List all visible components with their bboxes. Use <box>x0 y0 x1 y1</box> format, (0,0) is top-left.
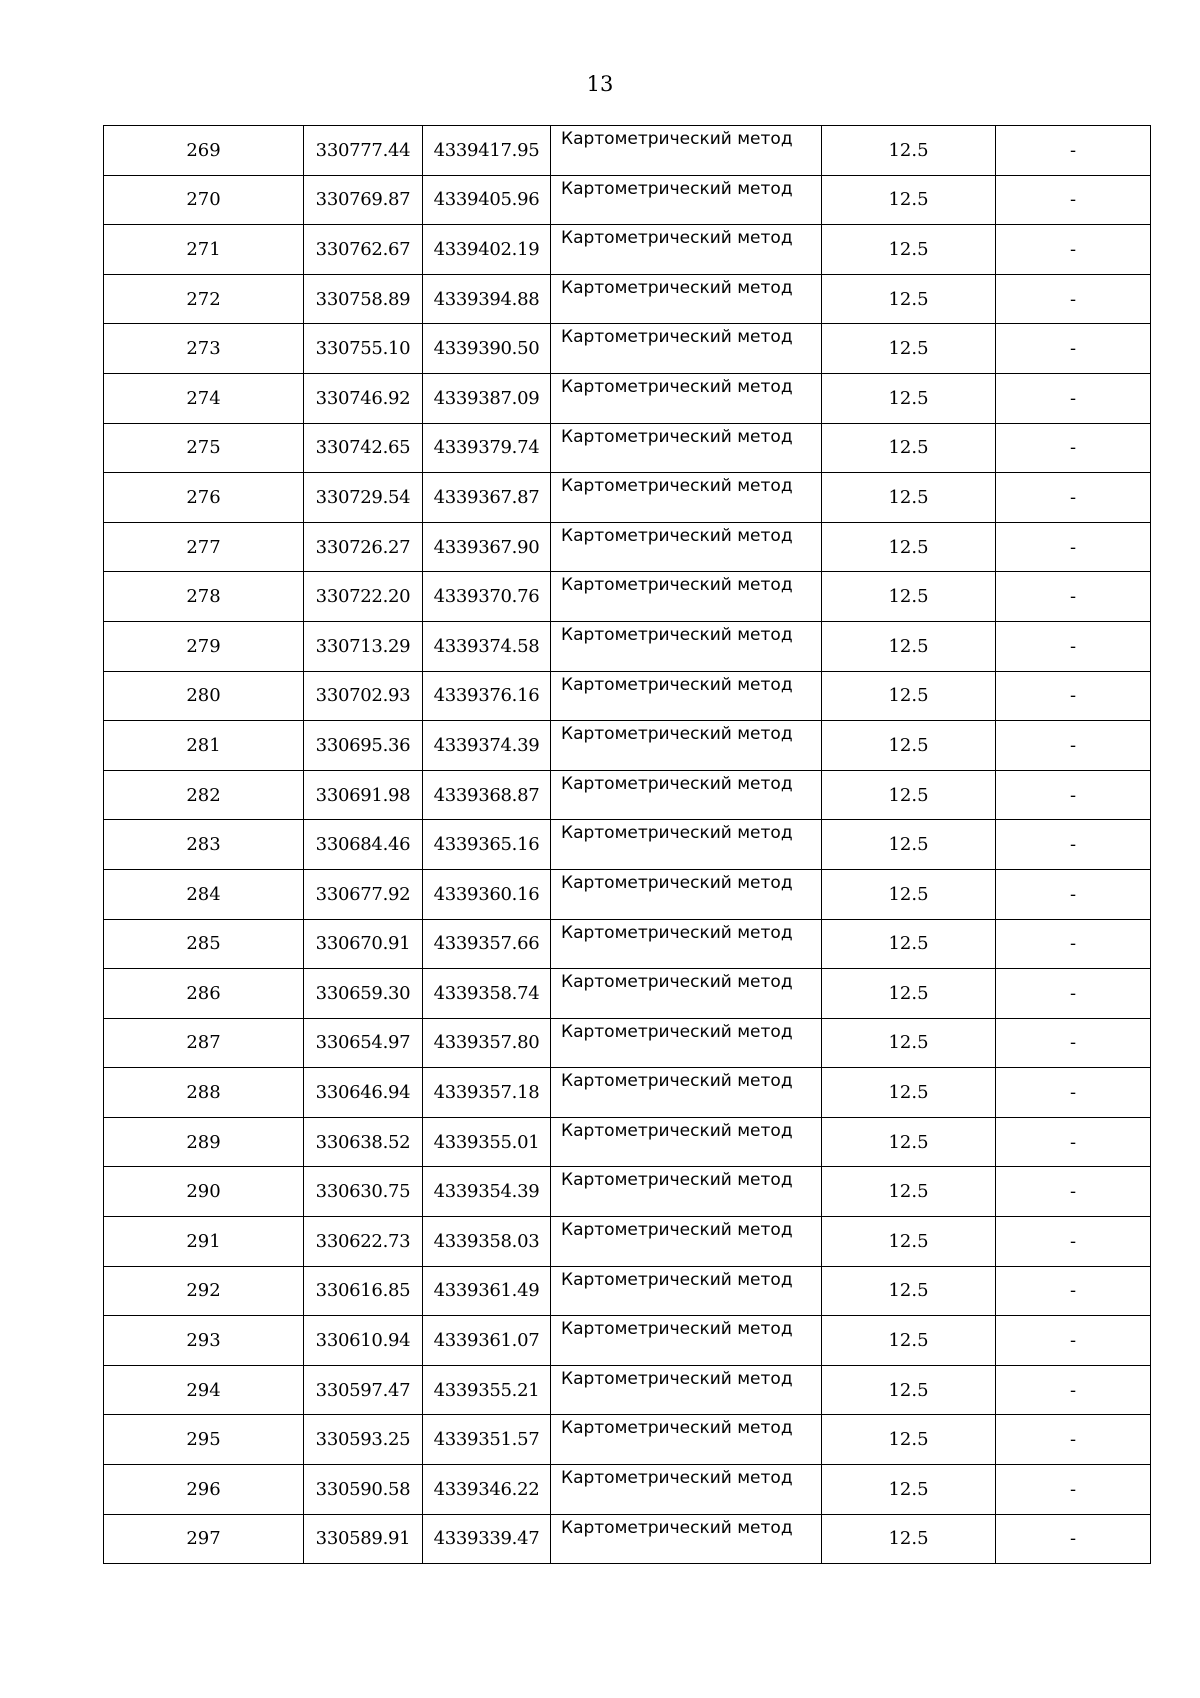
accuracy-cell: 12.5 <box>822 1514 996 1564</box>
y-coordinate-cell: 4339357.80 <box>423 1018 551 1068</box>
y-coordinate-cell: 4339355.01 <box>423 1117 551 1167</box>
y-coordinate-cell: 4339367.87 <box>423 473 551 523</box>
accuracy-cell: 12.5 <box>822 1415 996 1465</box>
accuracy-cell: 12.5 <box>822 621 996 671</box>
table-row <box>104 770 1151 820</box>
table-row <box>104 671 1151 721</box>
y-coordinate-cell: 4339358.74 <box>423 969 551 1019</box>
y-coordinate-cell: 4339365.16 <box>423 820 551 870</box>
point-number-cell: 286 <box>104 969 304 1019</box>
method-text: Картометрический метод <box>561 1071 793 1092</box>
table-row <box>104 324 1151 374</box>
y-coordinate-cell: 4339370.76 <box>423 572 551 622</box>
page-number: 13 <box>586 72 614 96</box>
description-cell: - <box>996 324 1151 374</box>
accuracy-cell: 12.5 <box>822 126 996 176</box>
point-number-cell: 282 <box>104 770 304 820</box>
description-cell: - <box>996 721 1151 771</box>
table-row <box>104 721 1151 771</box>
method-cell <box>551 1217 822 1267</box>
method-cell <box>551 324 822 374</box>
point-number-cell: 285 <box>104 919 304 969</box>
description-cell: - <box>996 274 1151 324</box>
method-text: Картометрический метод <box>561 1368 793 1389</box>
method-text: Картометрический метод <box>561 1170 793 1191</box>
method-cell <box>551 1117 822 1167</box>
method-text: Картометрический метод <box>561 624 793 645</box>
description-cell: - <box>996 1018 1151 1068</box>
method-cell <box>551 770 822 820</box>
description-cell: - <box>996 1167 1151 1217</box>
method-text: Картометрический метод <box>561 1120 793 1141</box>
x-coordinate-cell: 330722.20 <box>304 572 423 622</box>
table-row <box>104 522 1151 572</box>
y-coordinate-cell: 4339358.03 <box>423 1217 551 1267</box>
description-cell: - <box>996 1514 1151 1564</box>
accuracy-cell: 12.5 <box>822 1217 996 1267</box>
method-cell <box>551 126 822 176</box>
x-coordinate-cell: 330777.44 <box>304 126 423 176</box>
method-text: Картометрический метод <box>561 476 793 497</box>
description-cell: - <box>996 522 1151 572</box>
method-text: Картометрический метод <box>561 872 793 893</box>
y-coordinate-cell: 4339360.16 <box>423 869 551 919</box>
table-row <box>104 1167 1151 1217</box>
x-coordinate-cell: 330726.27 <box>304 522 423 572</box>
accuracy-cell: 12.5 <box>822 721 996 771</box>
accuracy-cell: 12.5 <box>822 175 996 225</box>
x-coordinate-cell: 330702.93 <box>304 671 423 721</box>
method-text: Картометрический метод <box>561 525 793 546</box>
method-text: Картометрический метод <box>561 426 793 447</box>
x-coordinate-cell: 330622.73 <box>304 1217 423 1267</box>
method-cell <box>551 175 822 225</box>
x-coordinate-cell: 330670.91 <box>304 919 423 969</box>
table-row <box>104 423 1151 473</box>
table-row <box>104 1018 1151 1068</box>
table-row <box>104 274 1151 324</box>
method-text: Картометрический метод <box>561 129 793 149</box>
method-cell <box>551 423 822 473</box>
table-row <box>104 969 1151 1019</box>
point-number-cell: 284 <box>104 869 304 919</box>
point-number-cell: 290 <box>104 1167 304 1217</box>
method-cell <box>551 969 822 1019</box>
x-coordinate-cell: 330593.25 <box>304 1415 423 1465</box>
point-number-cell: 274 <box>104 373 304 423</box>
x-coordinate-cell: 330589.91 <box>304 1514 423 1564</box>
x-coordinate-cell: 330742.65 <box>304 423 423 473</box>
accuracy-cell: 12.5 <box>822 473 996 523</box>
y-coordinate-cell: 4339357.66 <box>423 919 551 969</box>
method-text: Картометрический метод <box>561 1319 793 1340</box>
point-number-cell: 291 <box>104 1217 304 1267</box>
point-number-cell: 278 <box>104 572 304 622</box>
method-text: Картометрический метод <box>561 972 793 993</box>
point-number-cell: 271 <box>104 225 304 275</box>
y-coordinate-cell: 4339387.09 <box>423 373 551 423</box>
description-cell: - <box>996 1415 1151 1465</box>
point-number-cell: 283 <box>104 820 304 870</box>
y-coordinate-cell: 4339390.50 <box>423 324 551 374</box>
y-coordinate-cell: 4339361.07 <box>423 1316 551 1366</box>
table-row <box>104 1068 1151 1118</box>
table-row <box>104 225 1151 275</box>
description-cell: - <box>996 919 1151 969</box>
description-cell: - <box>996 225 1151 275</box>
method-cell <box>551 1415 822 1465</box>
accuracy-cell: 12.5 <box>822 969 996 1019</box>
method-text: Картометрический метод <box>561 773 793 794</box>
table-row <box>104 126 1151 176</box>
description-cell: - <box>996 373 1151 423</box>
method-text: Картометрический метод <box>561 575 793 596</box>
y-coordinate-cell: 4339367.90 <box>423 522 551 572</box>
y-coordinate-cell: 4339351.57 <box>423 1415 551 1465</box>
accuracy-cell: 12.5 <box>822 572 996 622</box>
method-cell <box>551 820 822 870</box>
description-cell: - <box>996 1316 1151 1366</box>
method-text: Картометрический метод <box>561 724 793 745</box>
method-cell <box>551 1465 822 1515</box>
method-text: Картометрический метод <box>561 1220 793 1241</box>
method-cell <box>551 1068 822 1118</box>
y-coordinate-cell: 4339361.49 <box>423 1266 551 1316</box>
method-cell <box>551 274 822 324</box>
y-coordinate-cell: 4339355.21 <box>423 1365 551 1415</box>
description-cell: - <box>996 869 1151 919</box>
description-cell: - <box>996 175 1151 225</box>
x-coordinate-cell: 330638.52 <box>304 1117 423 1167</box>
coordinates-table <box>103 125 1151 1564</box>
method-text: Картометрический метод <box>561 327 793 348</box>
y-coordinate-cell: 4339346.22 <box>423 1465 551 1515</box>
method-cell <box>551 671 822 721</box>
description-cell: - <box>996 1266 1151 1316</box>
method-cell <box>551 522 822 572</box>
x-coordinate-cell: 330729.54 <box>304 473 423 523</box>
point-number-cell: 279 <box>104 621 304 671</box>
point-number-cell: 276 <box>104 473 304 523</box>
point-number-cell: 275 <box>104 423 304 473</box>
table-row <box>104 919 1151 969</box>
table-row <box>104 175 1151 225</box>
method-cell <box>551 1167 822 1217</box>
method-text: Картометрический метод <box>561 1418 793 1439</box>
point-number-cell: 281 <box>104 721 304 771</box>
point-number-cell: 273 <box>104 324 304 374</box>
point-number-cell: 287 <box>104 1018 304 1068</box>
point-number-cell: 289 <box>104 1117 304 1167</box>
x-coordinate-cell: 330659.30 <box>304 969 423 1019</box>
table-row <box>104 1514 1151 1564</box>
accuracy-cell: 12.5 <box>822 324 996 374</box>
method-text: Картометрический метод <box>561 1517 793 1538</box>
table-row <box>104 373 1151 423</box>
description-cell: - <box>996 572 1151 622</box>
point-number-cell: 297 <box>104 1514 304 1564</box>
description-cell: - <box>996 1217 1151 1267</box>
point-number-cell: 292 <box>104 1266 304 1316</box>
x-coordinate-cell: 330677.92 <box>304 869 423 919</box>
accuracy-cell: 12.5 <box>822 869 996 919</box>
description-cell: - <box>996 820 1151 870</box>
accuracy-cell: 12.5 <box>822 820 996 870</box>
accuracy-cell: 12.5 <box>822 1018 996 1068</box>
y-coordinate-cell: 4339368.87 <box>423 770 551 820</box>
point-number-cell: 280 <box>104 671 304 721</box>
method-cell <box>551 473 822 523</box>
x-coordinate-cell: 330691.98 <box>304 770 423 820</box>
method-text: Картометрический метод <box>561 1468 793 1489</box>
x-coordinate-cell: 330762.67 <box>304 225 423 275</box>
description-cell: - <box>996 473 1151 523</box>
table-row <box>104 1316 1151 1366</box>
x-coordinate-cell: 330590.58 <box>304 1465 423 1515</box>
point-number-cell: 277 <box>104 522 304 572</box>
x-coordinate-cell: 330713.29 <box>304 621 423 671</box>
method-text: Картометрический метод <box>561 823 793 844</box>
x-coordinate-cell: 330646.94 <box>304 1068 423 1118</box>
description-cell: - <box>996 621 1151 671</box>
description-cell: - <box>996 969 1151 1019</box>
accuracy-cell: 12.5 <box>822 919 996 969</box>
method-text: Картометрический метод <box>561 277 793 298</box>
description-cell: - <box>996 423 1151 473</box>
table-row <box>104 572 1151 622</box>
y-coordinate-cell: 4339394.88 <box>423 274 551 324</box>
x-coordinate-cell: 330597.47 <box>304 1365 423 1415</box>
description-cell: - <box>996 1068 1151 1118</box>
x-coordinate-cell: 330630.75 <box>304 1167 423 1217</box>
y-coordinate-cell: 4339357.18 <box>423 1068 551 1118</box>
x-coordinate-cell: 330695.36 <box>304 721 423 771</box>
accuracy-cell: 12.5 <box>822 1068 996 1118</box>
y-coordinate-cell: 4339374.58 <box>423 621 551 671</box>
table-row <box>104 621 1151 671</box>
table-row <box>104 1465 1151 1515</box>
accuracy-cell: 12.5 <box>822 1316 996 1366</box>
method-text: Картометрический метод <box>561 674 793 695</box>
y-coordinate-cell: 4339405.96 <box>423 175 551 225</box>
description-cell: - <box>996 1365 1151 1415</box>
x-coordinate-cell: 330746.92 <box>304 373 423 423</box>
point-number-cell: 296 <box>104 1465 304 1515</box>
table-row <box>104 1266 1151 1316</box>
point-number-cell: 294 <box>104 1365 304 1415</box>
x-coordinate-cell: 330755.10 <box>304 324 423 374</box>
table-row <box>104 1117 1151 1167</box>
accuracy-cell: 12.5 <box>822 1266 996 1316</box>
x-coordinate-cell: 330758.89 <box>304 274 423 324</box>
coordinates-table-body <box>104 126 1151 1564</box>
method-cell <box>551 869 822 919</box>
method-cell <box>551 225 822 275</box>
accuracy-cell: 12.5 <box>822 423 996 473</box>
accuracy-cell: 12.5 <box>822 1465 996 1515</box>
method-cell <box>551 1514 822 1564</box>
point-number-cell: 269 <box>104 126 304 176</box>
method-cell <box>551 919 822 969</box>
method-cell <box>551 373 822 423</box>
table-row <box>104 820 1151 870</box>
method-cell <box>551 572 822 622</box>
y-coordinate-cell: 4339374.39 <box>423 721 551 771</box>
table-row <box>104 473 1151 523</box>
method-cell <box>551 621 822 671</box>
point-number-cell: 293 <box>104 1316 304 1366</box>
x-coordinate-cell: 330684.46 <box>304 820 423 870</box>
table-row <box>104 1365 1151 1415</box>
description-cell: - <box>996 671 1151 721</box>
accuracy-cell: 12.5 <box>822 1117 996 1167</box>
accuracy-cell: 12.5 <box>822 373 996 423</box>
method-text: Картометрический метод <box>561 922 793 943</box>
y-coordinate-cell: 4339379.74 <box>423 423 551 473</box>
accuracy-cell: 12.5 <box>822 1365 996 1415</box>
y-coordinate-cell: 4339339.47 <box>423 1514 551 1564</box>
accuracy-cell: 12.5 <box>822 522 996 572</box>
table-row <box>104 1217 1151 1267</box>
y-coordinate-cell: 4339354.39 <box>423 1167 551 1217</box>
method-text: Картометрический метод <box>561 178 793 199</box>
x-coordinate-cell: 330769.87 <box>304 175 423 225</box>
method-cell <box>551 1365 822 1415</box>
description-cell: - <box>996 770 1151 820</box>
point-number-cell: 295 <box>104 1415 304 1465</box>
method-cell <box>551 1316 822 1366</box>
description-cell: - <box>996 126 1151 176</box>
x-coordinate-cell: 330610.94 <box>304 1316 423 1366</box>
point-number-cell: 272 <box>104 274 304 324</box>
accuracy-cell: 12.5 <box>822 770 996 820</box>
method-cell <box>551 1018 822 1068</box>
description-cell: - <box>996 1465 1151 1515</box>
y-coordinate-cell: 4339402.19 <box>423 225 551 275</box>
method-cell <box>551 1266 822 1316</box>
point-number-cell: 288 <box>104 1068 304 1118</box>
point-number-cell: 270 <box>104 175 304 225</box>
description-cell: - <box>996 1117 1151 1167</box>
table-row <box>104 1415 1151 1465</box>
accuracy-cell: 12.5 <box>822 274 996 324</box>
method-text: Картометрический метод <box>561 1269 793 1290</box>
accuracy-cell: 12.5 <box>822 671 996 721</box>
method-text: Картометрический метод <box>561 228 793 249</box>
y-coordinate-cell: 4339376.16 <box>423 671 551 721</box>
y-coordinate-cell: 4339417.95 <box>423 126 551 176</box>
x-coordinate-cell: 330654.97 <box>304 1018 423 1068</box>
accuracy-cell: 12.5 <box>822 225 996 275</box>
accuracy-cell: 12.5 <box>822 1167 996 1217</box>
method-text: Картометрический метод <box>561 376 793 397</box>
table-row <box>104 869 1151 919</box>
x-coordinate-cell: 330616.85 <box>304 1266 423 1316</box>
method-text: Картометрический метод <box>561 1021 793 1042</box>
method-cell <box>551 721 822 771</box>
